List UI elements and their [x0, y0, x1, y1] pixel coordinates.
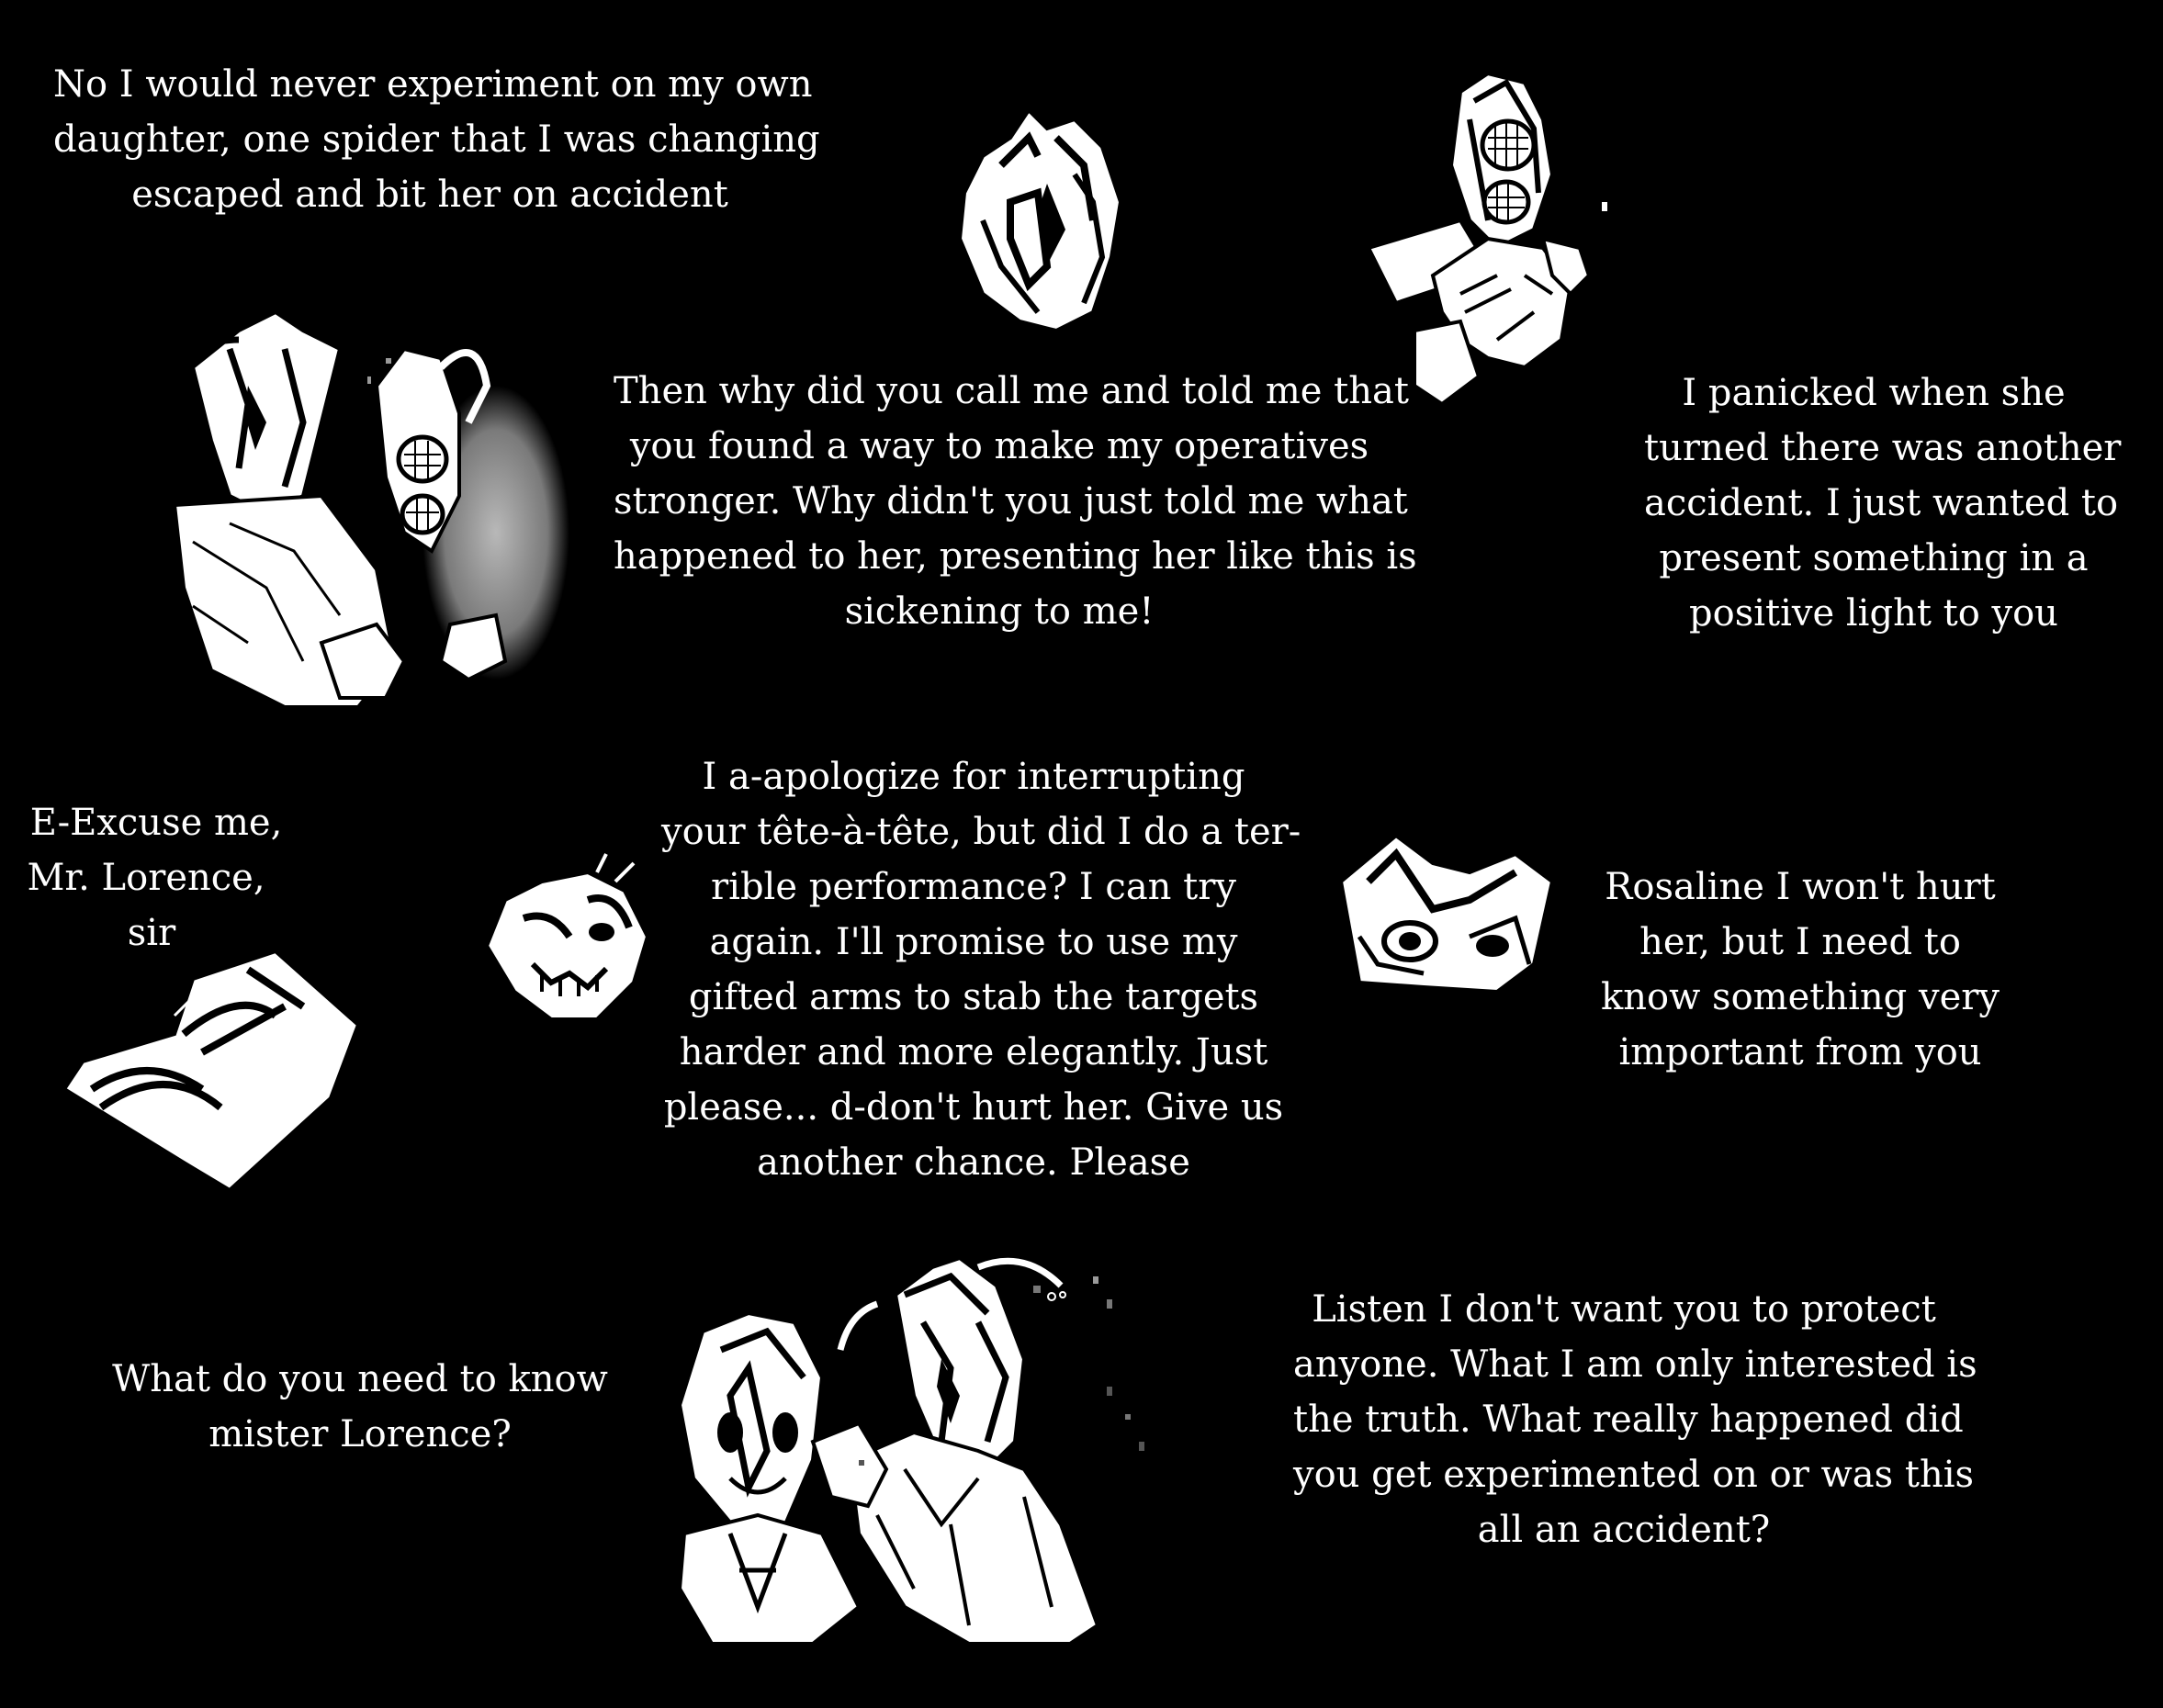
- caption-line: E-Excuse me,: [29, 802, 283, 844]
- caption-line: your tête-à-tête, but did I do a ter-: [661, 811, 1301, 853]
- caption-line: you found a way to make my operatives: [629, 425, 1369, 467]
- caption-line: all an accident?: [1477, 1509, 1771, 1551]
- caption-excuse-me: [18, 795, 294, 961]
- caption-line: again. I'll promise to use my: [709, 921, 1238, 963]
- caption-line: please... d-don't hurt her. Give us: [663, 1086, 1284, 1129]
- caption-lorence-denial: [53, 57, 820, 222]
- caption-line: turned there was another: [1644, 427, 2122, 469]
- caption-panicked: [1644, 365, 2122, 641]
- caption-line: anyone. What I am only interested is: [1293, 1343, 1977, 1386]
- gas-mask-figure-drawing: [1359, 64, 1653, 422]
- caption-line: Rosaline I won't hurt: [1605, 866, 1996, 908]
- caption-line: happened to her, presenting her like this is: [614, 535, 1417, 578]
- caption-line: What do you need to know: [112, 1358, 608, 1400]
- caption-rosaline: [1589, 860, 2011, 1080]
- caption-line: sickening to me!: [844, 590, 1155, 633]
- caption-line: important from you: [1618, 1031, 1982, 1073]
- caption-line: know something very: [1601, 976, 2000, 1018]
- caption-line: Then why did you call me and told me that: [614, 370, 1409, 412]
- caption-line: her, but I need to: [1639, 921, 1961, 963]
- masked-face-eye-drawing: [1332, 826, 1561, 1001]
- masked-head-drawing: [946, 101, 1166, 340]
- caption-line: escaped and bit her on accident: [131, 174, 728, 216]
- caption-line: accident. I just wanted to: [1644, 482, 2119, 524]
- caption-line: No I would never experiment on my own: [53, 63, 813, 106]
- caption-line: Mr. Lorence,: [27, 857, 265, 899]
- caption-line: positive light to you: [1689, 592, 2058, 635]
- caption-line: Listen I don't want you to protect: [1312, 1288, 1936, 1331]
- caption-line: daughter, one spider that I was changing: [53, 118, 820, 161]
- caption-line: rible performance? I can try: [711, 866, 1236, 908]
- horned-figure-and-gasmask-drawing: [156, 312, 588, 753]
- caption-line: present something in a: [1659, 537, 2089, 579]
- caption-listen: [1293, 1282, 1977, 1557]
- caption-line: another chance. Please: [757, 1141, 1190, 1184]
- caption-line: mister Lorence?: [208, 1413, 512, 1455]
- caption-why-call: [614, 364, 1417, 639]
- caption-apologize: [661, 749, 1301, 1190]
- caption-line: I panicked when she: [1682, 372, 2066, 414]
- grinning-spider-head-drawing: [478, 854, 661, 1028]
- reaching-hand-drawing: [64, 951, 367, 1199]
- two-figures-confrontation-drawing: [675, 1258, 1189, 1653]
- caption-line: harder and more elegantly. Just: [679, 1031, 1268, 1073]
- caption-what-need: [103, 1352, 617, 1462]
- caption-line: I a-apologize for interrupting: [702, 756, 1245, 798]
- caption-line: you get experimented on or was this: [1293, 1454, 1975, 1496]
- caption-line: stronger. Why didn't you just told me what: [614, 480, 1408, 523]
- caption-line: gifted arms to stab the targets: [688, 976, 1259, 1018]
- caption-line: the truth. What really happened did: [1293, 1399, 1964, 1441]
- caption-line: sir: [127, 912, 176, 954]
